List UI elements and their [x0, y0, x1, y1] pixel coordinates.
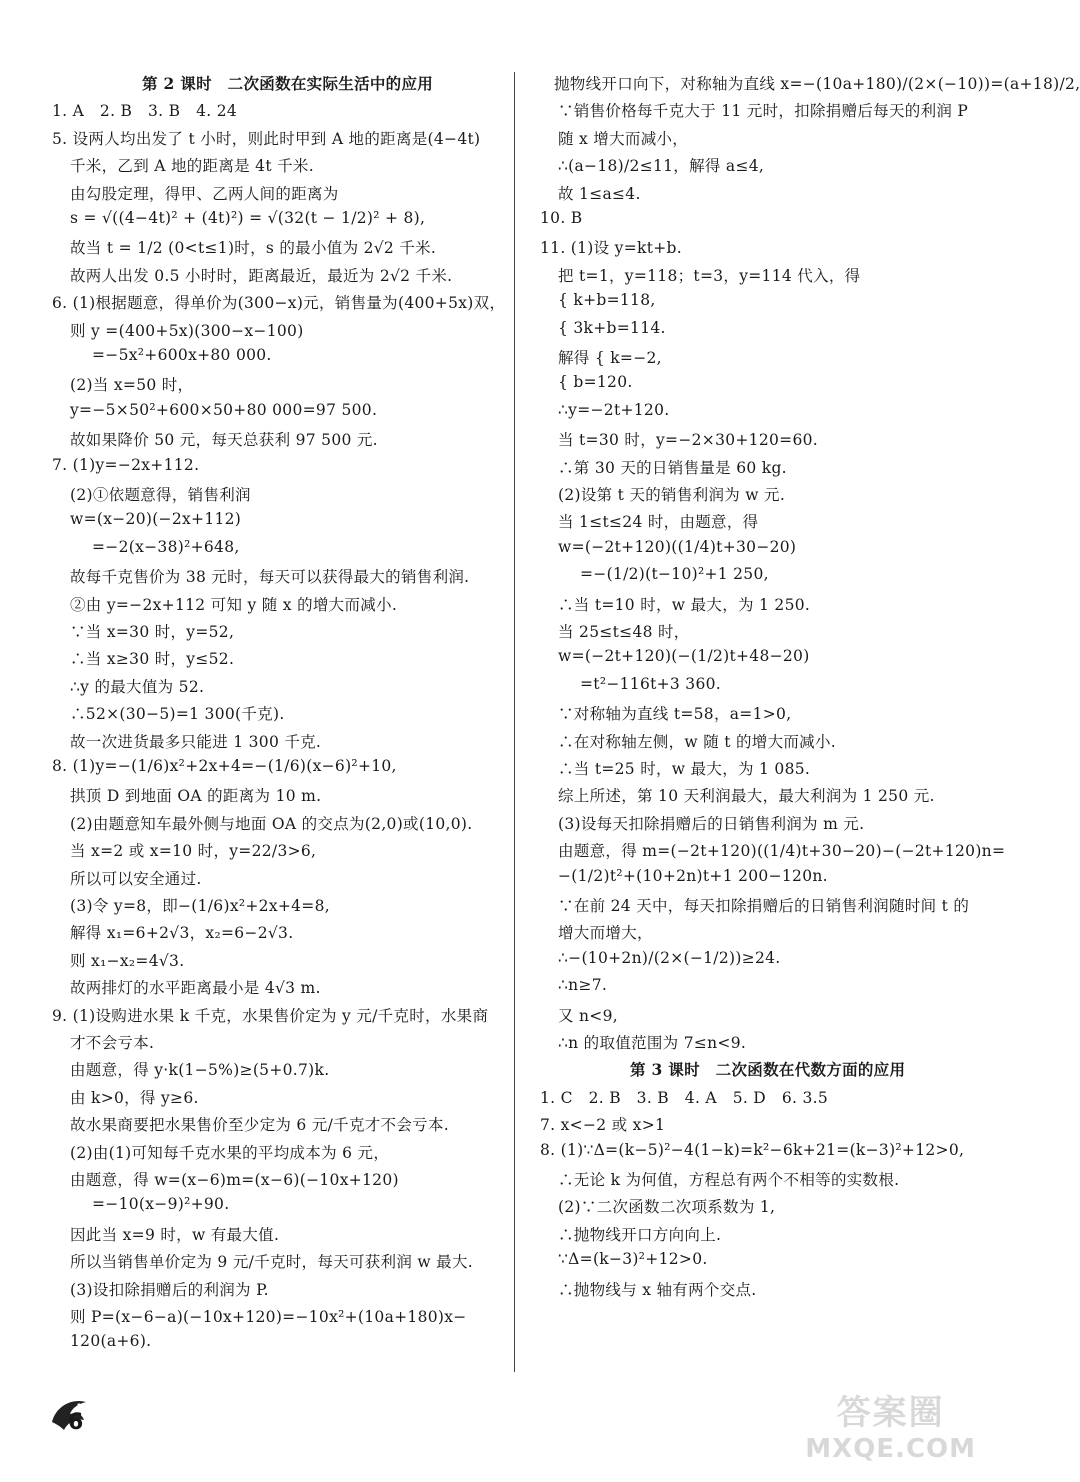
text-line: 又 n<9, — [558, 1006, 618, 1025]
text-line: 当 1≤t≤24 时，由题意，得 — [558, 513, 759, 532]
text-line: ∵对称轴为直线 t=58，a=1>0, — [558, 705, 792, 724]
text-line: ∴−(10+2n)/(2×(−1/2))≥24. — [558, 948, 781, 967]
text-line: 随 x 增大而减小， — [558, 129, 689, 148]
text-line: 抛物线开口向下，对称轴为直线 x=−(10a+180)/(2×(−10))=(a+18)/2, — [554, 75, 1080, 93]
text-line: s = √((4−4t)² + (4t)²) = √(32(t − 1/2)² + 8), — [70, 209, 426, 227]
watermark-url: MXQE.COM — [805, 1434, 976, 1464]
column-divider — [514, 72, 515, 1372]
text-line: 9. (1)设购进水果 k 千克，水果售价定为 y 元/千克时，水果商 — [52, 1006, 489, 1025]
text-line: ∴抛物线与 x 轴有两个交点. — [558, 1280, 757, 1299]
text-line: 综上所述，第 10 天利润最大，最大利润为 1 250 元. — [558, 787, 935, 806]
text-line: 则 y =(400+5x)(300−x−100) — [70, 321, 304, 340]
text-line: 故 1≤a≤4. — [558, 184, 641, 203]
text-line: ∴52×(30−5)=1 300(千克). — [70, 705, 285, 724]
text-line: ∴无论 k 为何值，方程总有两个不相等的实数根. — [558, 1171, 900, 1189]
text-line: ∴当 t=10 时，w 最大，为 1 250. — [558, 595, 811, 614]
text-line: 当 t=30 时，y=−2×30+120=60. — [558, 431, 819, 450]
text-line: 故如果降价 50 元，每天总获利 97 500 元. — [70, 431, 378, 450]
text-line: 解得 { k=−2, — [558, 349, 662, 367]
text-line: 8. (1)y=−(1/6)x²+2x+4=−(1/6)(x−6)²+10, — [52, 757, 397, 775]
page-number: 6 — [68, 1410, 84, 1435]
text-line: 千米，乙到 A 地的距离是 4t 千米. — [70, 157, 314, 176]
text-line: 由 k>0，得 y≥6. — [70, 1088, 199, 1107]
watermark-title: 答案圈 — [836, 1393, 945, 1433]
text-line: 故两人出发 0.5 小时时，距离最近，最近为 2√2 千米. — [70, 266, 453, 285]
section-heading: 第 2 课时 二次函数在实际生活中的应用 — [142, 74, 434, 93]
text-line: 10. B — [540, 209, 583, 227]
text-line: (2)设第 t 天的销售利润为 w 元. — [558, 486, 786, 504]
text-line: (2)由(1)可知每千克水果的平均成本为 6 元， — [70, 1143, 390, 1162]
text-line: (3)设每天扣除捐赠后的日销售利润为 m 元. — [558, 814, 865, 833]
text-line: ∴第 30 天的日销售量是 60 kg. — [558, 458, 787, 477]
text-line: ∴n≥7. — [558, 976, 608, 995]
text-line: ∴(a−18)/2≤11，解得 a≤4, — [558, 157, 765, 176]
text-line: =−2(x−38)²+648, — [92, 537, 240, 556]
text-line: w=(x−20)(−2x+112) — [70, 510, 242, 529]
text-line: { 3k+b=114. — [558, 318, 666, 337]
text-line: (2)由题意知车最外侧与地面 OA 的交点为(2,0)或(10,0). — [70, 814, 473, 833]
text-line: 1. C 2. B 3. B 4. A 5. D 6. 3.5 — [540, 1088, 829, 1107]
text-line: 故一次进货最多只能进 1 300 千克. — [70, 732, 322, 751]
text-line: (3)令 y=8，即−(1/6)x²+2x+4=8, — [70, 897, 330, 915]
text-line: 当 25≤t≤48 时， — [558, 623, 690, 641]
text-line: 由题意，得 m=(−2t+120)((1/4)t+30−20)−(−2t+120)n= — [558, 842, 1006, 861]
text-line: 所以可以安全通过. — [70, 869, 202, 888]
text-line: 7. (1)y=−2x+112. — [52, 455, 200, 474]
text-line: ∴抛物线开口方向向上. — [558, 1225, 722, 1244]
text-line: ∵当 x=30 时，y=52, — [70, 623, 235, 641]
text-line: ②由 y=−2x+112 可知 y 随 x 的增大而减小. — [70, 595, 398, 614]
text-line: 拱顶 D 到地面 OA 的距离为 10 m. — [70, 787, 322, 806]
text-line: 所以当销售单价定为 9 元/千克时，每天可获利润 w 最大. — [70, 1253, 473, 1272]
text-line: 故当 t = 1/2 (0<t≤1)时，s 的最小值为 2√2 千米. — [70, 239, 437, 258]
text-line: 把 t=1，y=118；t=3，y=114 代入，得 — [558, 266, 861, 285]
text-line: (2)∵二次函数二次项系数为 1, — [558, 1198, 776, 1217]
text-line: =−5x²+600x+80 000. — [92, 346, 272, 364]
text-line: 11. (1)设 y=kt+b. — [540, 239, 682, 258]
text-line: ∴在对称轴左侧，w 随 t 的增大而减小. — [558, 732, 837, 751]
text-line: (3)设扣除捐赠后的利润为 P. — [70, 1280, 269, 1299]
text-line: 由题意，得 w=(x−6)m=(x−6)(−10x+120) — [70, 1171, 399, 1189]
text-line: (2)①依题意得，销售利润 — [70, 486, 251, 504]
text-line: { b=120. — [558, 373, 633, 392]
text-line: 由勾股定理，得甲、乙两人间的距离为 — [70, 184, 339, 203]
text-line: 因此当 x=9 时，w 有最大值. — [70, 1225, 280, 1244]
text-line: 增大而增大， — [558, 924, 653, 943]
text-line: ∴当 t=25 时，w 最大，为 1 085. — [558, 760, 811, 778]
text-line: w=(−2t+120)(−(1/2)t+48−20) — [558, 647, 810, 666]
text-line: y=−5×50²+600×50+80 000=97 500. — [70, 400, 378, 419]
text-line: 1. A 2. B 3. B 4. 24 — [52, 102, 238, 121]
text-line: =−10(x−9)²+90. — [92, 1195, 230, 1214]
text-line: 解得 x₁=6+2√3，x₂=6−2√3. — [70, 924, 294, 943]
text-line: ∴y 的最大值为 52. — [70, 677, 205, 696]
text-line: ∴当 x≥30 时，y≤52. — [70, 650, 235, 669]
text-line: =t²−116t+3 360. — [580, 674, 722, 693]
text-line: 当 x=2 或 x=10 时，y=22/3>6, — [70, 842, 317, 861]
text-line: 故水果商要把水果售价至少定为 6 元/千克才不会亏本. — [70, 1116, 449, 1135]
text-line: 才不会亏本. — [70, 1034, 155, 1052]
text-line: 故每千克售价为 38 元时，每天可以获得最大的销售利润. — [70, 568, 470, 587]
text-line: ∴n 的取值范围为 7≤n<9. — [558, 1034, 747, 1052]
text-line: 120(a+6). — [70, 1332, 152, 1351]
text-line: =−(1/2)(t−10)²+1 250, — [580, 565, 769, 584]
text-line: 8. (1)∵Δ=(k−5)²−4(1−k)=k²−6k+21=(k−3)²+12>0, — [540, 1140, 965, 1159]
text-line: 7. x<−2 或 x>1 — [540, 1116, 666, 1135]
section-heading: 第 3 课时 二次函数在代数方面的应用 — [630, 1060, 906, 1080]
text-line: w=(−2t+120)((1/4)t+30−20) — [558, 537, 797, 556]
watermark — [805, 1385, 976, 1464]
text-line: { k+b=118, — [558, 291, 656, 310]
text-line: ∵在前 24 天中，每天扣除捐赠后的日销售利润随时间 t 的 — [558, 897, 970, 915]
text-line: 由题意，得 y·k(1−5%)≥(5+0.7)k. — [70, 1061, 330, 1080]
text-line: (2)当 x=50 时， — [70, 376, 194, 395]
text-line: ∴y=−2t+120. — [558, 400, 670, 419]
text-line: 5. 设两人均出发了 t 小时，则此时甲到 A 地的距离是(4−4t) — [52, 129, 481, 148]
text-line: −(1/2)t²+(10+2n)t+1 200−120n. — [558, 866, 828, 885]
text-line: 6. (1)根据题意，得单价为(300−x)元，销售量为(400+5x)双， — [52, 294, 506, 313]
text-line: 则 P=(x−6−a)(−10x+120)=−10x²+(10a+180)x− — [70, 1308, 467, 1326]
text-line: ∵销售价格每千克大于 11 元时，扣除捐赠后每天的利润 P — [558, 102, 969, 121]
text-line: 故两排灯的水平距离最小是 4√3 m. — [70, 979, 321, 998]
text-line: ∵Δ=(k−3)²+12>0. — [558, 1250, 708, 1269]
text-line: 则 x₁−x₂=4√3. — [70, 951, 185, 970]
